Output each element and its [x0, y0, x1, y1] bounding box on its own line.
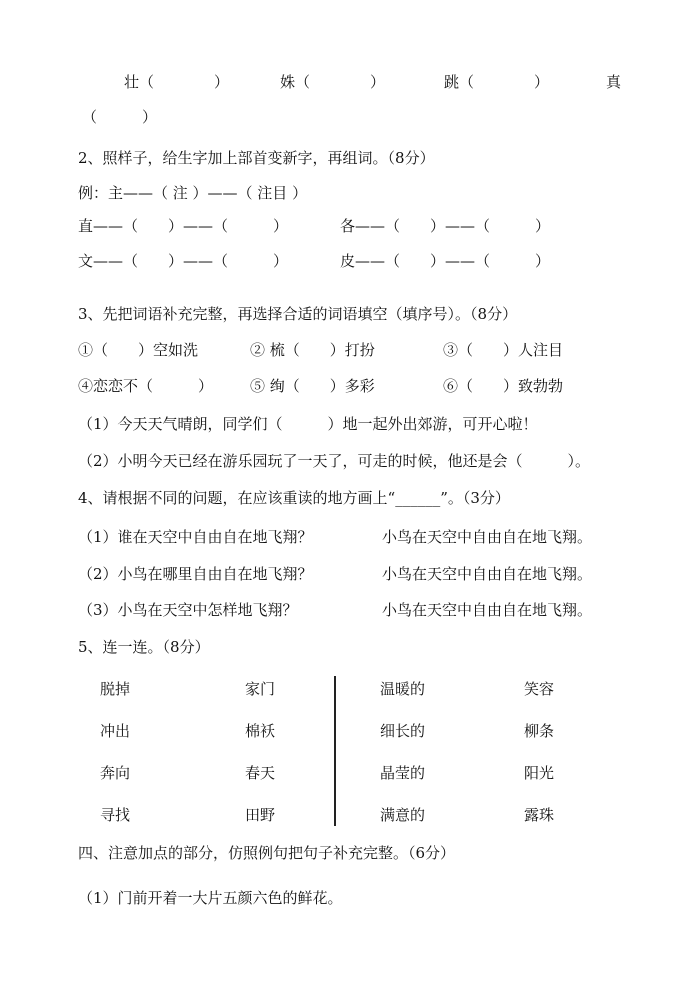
q3-title: 3、先把词语补充完整，再选择合适的词语填空（填序号）。（8分）	[78, 305, 518, 323]
char-fill-3: 跳（ ）	[444, 73, 550, 91]
match-verb-4: 寻找	[100, 806, 131, 824]
q3-word-1: ①（ ）空如洗	[78, 341, 199, 359]
q4-title: 4、请根据不同的问题，在应该重读的地方画上“______”。（3分）	[78, 489, 510, 507]
q4-answer-3: 小鸟在天空中自由自在地飞翔。	[382, 601, 593, 619]
q5-title: 5、连一连。（8分）	[78, 638, 210, 656]
q2-row-1	[0, 216, 695, 236]
q4-row-1	[0, 527, 695, 547]
char-fill-2: 姝（ ）	[280, 73, 386, 91]
q5-row-3	[0, 763, 695, 783]
q2-item-zhi: 直——（ ）——（ ）	[78, 217, 289, 235]
q3-word-2: ② 梳（ ）打扮	[250, 341, 375, 359]
q3-word-6: ⑥（ ）致勃勃	[443, 377, 564, 395]
match-adj-2: 细长的	[380, 722, 426, 740]
match-adj-1: 温暖的	[380, 680, 426, 698]
q4-answer-2: 小鸟在天空中自由自在地飞翔。	[382, 565, 593, 583]
q2-example: 例：主——（ 注 ）——（ 注目 ）	[78, 184, 308, 202]
q2-row-2	[0, 251, 695, 271]
match-noun-1: 家门	[245, 680, 276, 698]
match-object-2: 柳条	[524, 722, 555, 740]
match-verb-1: 脱掉	[100, 680, 131, 698]
char-fill-1: 壮（ ）	[124, 73, 230, 91]
q4-row-2	[0, 564, 695, 584]
section-4-title: 四、注意加点的部分，仿照例句把句子补充完整。（6分）	[78, 844, 456, 862]
q4-question-3: （3）小鸟在天空中怎样地飞翔？	[78, 601, 298, 619]
q2-item-pi: 皮——（ ）——（ ）	[340, 252, 551, 270]
q4-answer-1: 小鸟在天空中自由自在地飞翔。	[382, 528, 593, 546]
q2-item-wen: 文——（ ）——（ ）	[78, 252, 289, 270]
match-verb-3: 奔向	[100, 764, 131, 782]
q3-word-row-2	[0, 376, 695, 396]
char-fill-wrap: （ ）	[82, 108, 158, 126]
q3-word-row-1	[0, 340, 695, 360]
section-4-item-1: （1）门前开着一大片五颜六色的鲜花。	[78, 889, 343, 907]
q5-row-1	[0, 679, 695, 699]
match-object-1: 笑容	[524, 680, 555, 698]
match-noun-4: 田野	[245, 806, 276, 824]
match-adj-3: 晶莹的	[380, 764, 426, 782]
char-fill-row	[0, 72, 695, 92]
q3-word-3: ③（ ）人注目	[443, 341, 564, 359]
match-adj-4: 满意的	[380, 806, 426, 824]
q4-question-1: （1）谁在天空中自由自在地飞翔？	[78, 528, 313, 546]
q3-word-4: ④恋恋不（ ）	[78, 377, 214, 395]
q3-sentence-2: （2）小明今天已经在游乐园玩了一天了，可走的时候，他还是会（ ）。	[78, 452, 591, 470]
q5-row-4	[0, 805, 695, 825]
q2-item-ge: 各——（ ）——（ ）	[340, 217, 551, 235]
match-object-4: 露珠	[524, 806, 555, 824]
match-verb-2: 冲出	[100, 722, 131, 740]
q4-row-3	[0, 600, 695, 620]
q3-sentence-1: （1）今天天气晴朗，同学们（ ）地一起外出郊游，可开心啦！	[78, 415, 538, 433]
q4-question-2: （2）小鸟在哪里自由自在地飞翔？	[78, 565, 313, 583]
match-object-3: 阳光	[524, 764, 555, 782]
q5-row-2	[0, 721, 695, 741]
match-noun-2: 棉袄	[245, 722, 276, 740]
char-fill-4: 真	[606, 73, 622, 91]
q3-word-5: ⑤ 绚（ ）多彩	[250, 377, 375, 395]
match-noun-3: 春天	[245, 764, 276, 782]
q2-title: 2、照样子，给生字加上部首变新字，再组词。（8分）	[78, 149, 435, 167]
